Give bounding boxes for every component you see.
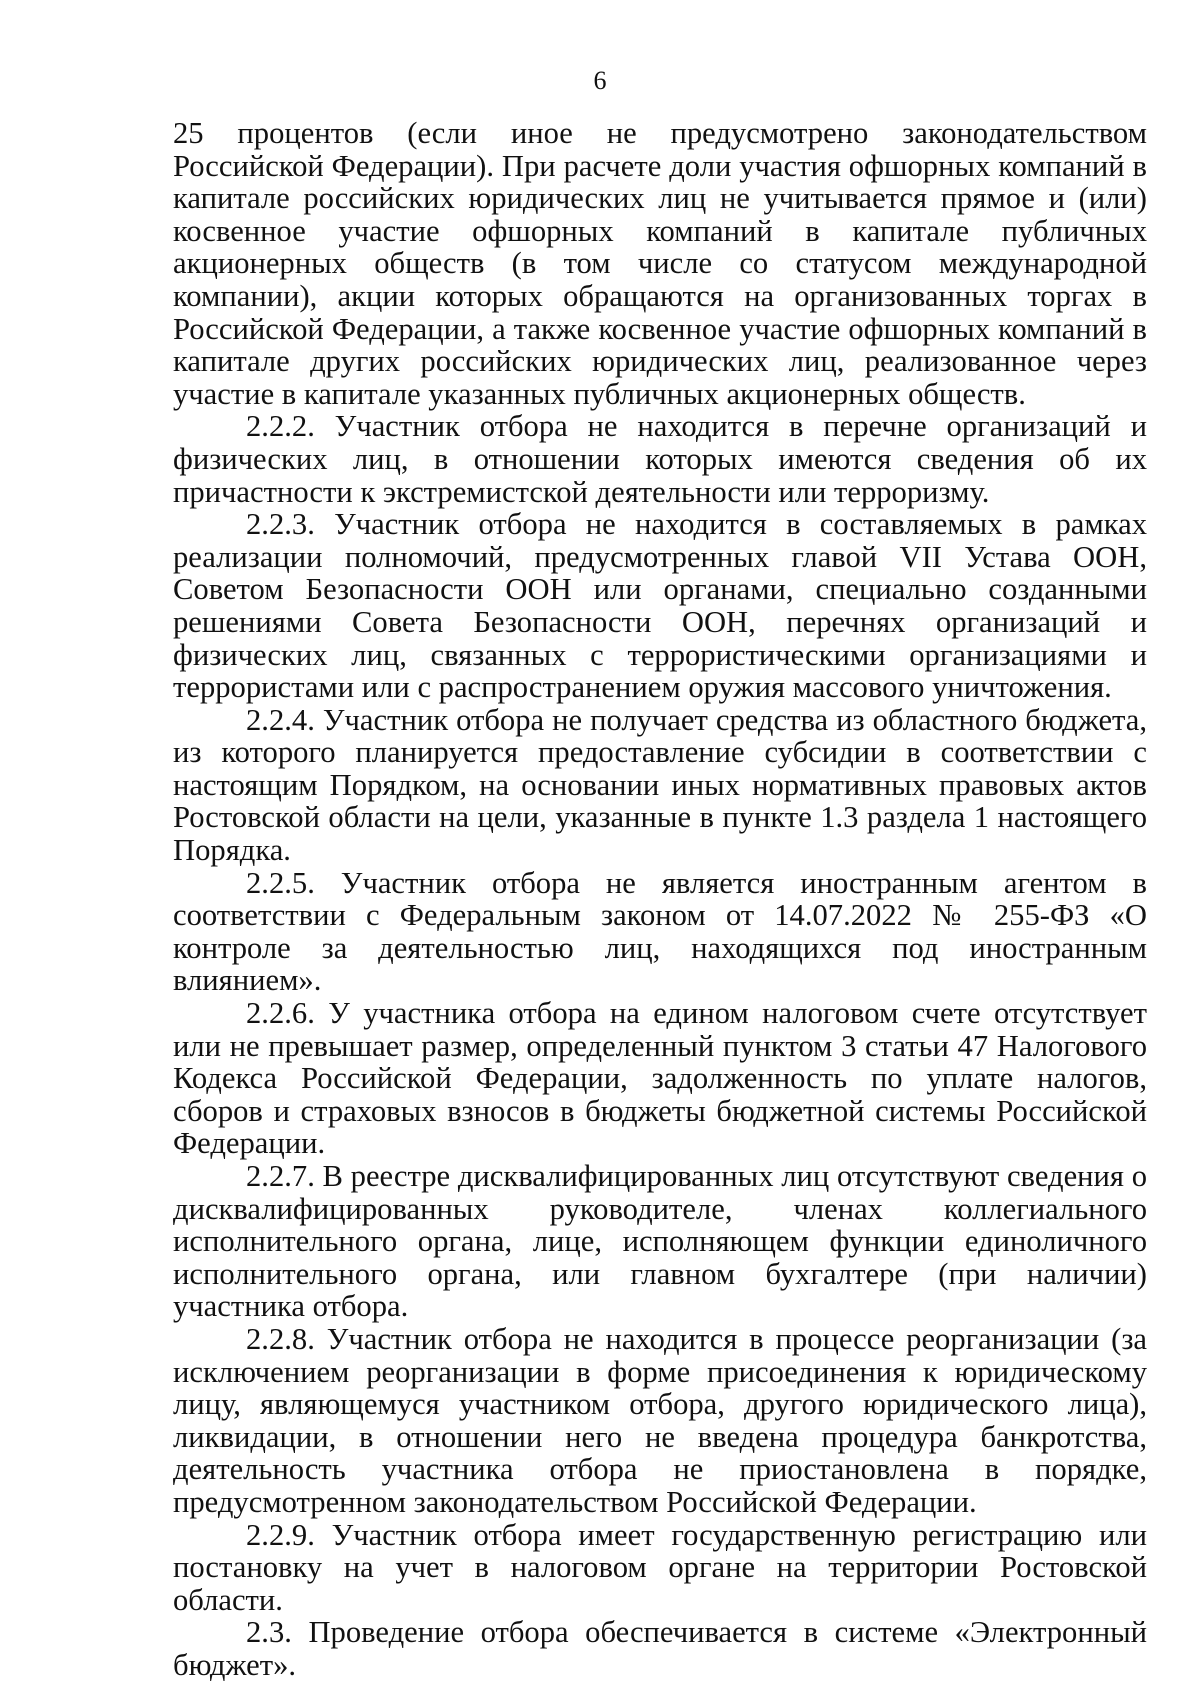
page-number: 6 [593, 66, 607, 95]
paragraph-2-3: 2.3. Проведение отбора обеспечивается в системе «Электронный бюджет». [173, 1615, 1147, 1682]
paragraph-continuation: 25 процентов (если иное не предусмотрено законодательством Российской Федерации). При расчете доли участия офшорных компаний в капитале российских юридических лиц не учитывается прямое и (или) косвенное участие офшорных компаний в капитале публичных акционерных обществ (в том числе со статусом международной компании), акции которых обращаются на организованных торгах в Российской Федерации, а также косвенное участие офшорных компаний в капитале других российских юридических лиц, реализованное через участие в капитале указанных публичных акционерных обществ. [173, 116, 1147, 411]
paragraph-2-2-3: 2.2.3. Участник отбора не находится в составляемых в рамках реализации полномочий, предусмотренных главой VII Устава ООН, Советом Безопасности ООН или органами, специально созданными решениями Совета Безопасности ООН, перечнях организаций и физических лиц, связанных с террористическими организациями и террористами или с распространением оружия массового уничтожения. [173, 507, 1147, 705]
paragraph-2-2-4: 2.2.4. Участник отбора не получает средства из областного бюджета, из которого планируется предоставление субсидии в соответствии с настоящим Порядком, на основании иных нормативных правовых актов Ростовской области на цели, указанные в пункте 1.3 раздела 1 настоящего Порядка. [173, 702, 1147, 868]
paragraph-2-2-8: 2.2.8. Участник отбора не находится в процессе реорганизации (за исключением реорганизации в форме присоединения к юридическому лицу, являющемуся участником отбора, другого юридического лица), ликвидации, в отношении него не введена процедура банкротства, деятельность участника отбора не приостановлена в порядке, предусмотренном законодательством Российской Федерации. [173, 1321, 1147, 1519]
paragraph-2-2-2: 2.2.2. Участник отбора не находится в перечне организаций и физических лиц, в отношении которых имеются сведения об их причастности к экстремистской деятельности или терроризму. [173, 409, 1147, 509]
paragraph-2-2-9: 2.2.9. Участник отбора имеет государственную регистрацию или постановку на учет в налоговом органе на территории Ростовской области. [173, 1517, 1147, 1617]
paragraph-2-2-5: 2.2.5. Участник отбора не является иностранным агентом в соответствии с Федеральным законом от 14.07.2022 № 255-ФЗ «О контроле за деятельностью лиц, находящихся под иностранным влиянием». [173, 865, 1147, 998]
document-body [173, 117, 1147, 1682]
paragraph-2-2-6: 2.2.6. У участника отбора на едином налоговом счете отсутствует или не превышает размер, определенный пунктом 3 статьи 47 Налогового Кодекса Российской Федерации, задолженность по уплате налогов, сборов и страховых взносов в бюджеты бюджетной системы Российской Федерации. [173, 996, 1147, 1161]
paragraph-2-2-7: 2.2.7. В реестре дисквалифицированных лиц отсутствуют сведения о дисквалифицированных руководителе, членах коллегиального исполнительного органа, лице, исполняющем функции единоличного исполнительного органа, или главном бухгалтере (при наличии) участника отбора. [173, 1159, 1147, 1324]
